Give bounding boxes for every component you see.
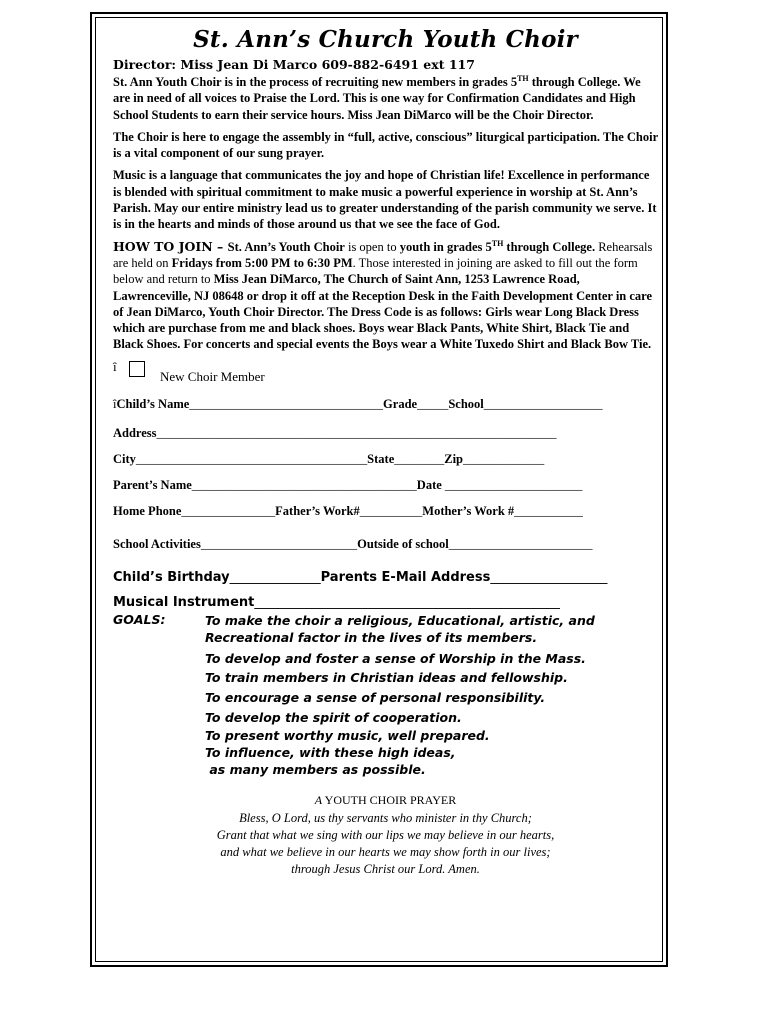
goal-item: To present worthy music, well prepared.	[205, 728, 490, 744]
goal-item: To make the choir a religious, Educational, artistic, and	[205, 612, 595, 628]
school-label: School	[448, 396, 484, 411]
state-label: State	[367, 451, 395, 466]
school-activities-label: School Activities	[113, 536, 201, 551]
parents-name-field[interactable]: ____________________________________	[191, 477, 417, 492]
school-activities-field[interactable]: _________________________	[200, 536, 358, 551]
grade-field[interactable]: _____	[417, 396, 449, 411]
goals-section	[113, 612, 658, 778]
child-name-row: îChild’s Name_______________________________Grade_____School___________________	[113, 396, 603, 411]
zip-label: Zip	[444, 451, 464, 466]
birthday-row	[113, 570, 658, 586]
goal-item: To encourage a sense of personal responsibility.	[205, 689, 546, 705]
grade-label: Grade	[383, 396, 418, 411]
outside-school-field[interactable]: _______________________	[448, 536, 593, 551]
address-field[interactable]: ________________________________________________________________	[156, 425, 557, 440]
musical-instrument-field[interactable]: _______________________________________________	[254, 594, 560, 610]
fathers-work-field[interactable]: __________	[359, 503, 423, 518]
how-to-join-label: HOW TO JOIN –	[113, 238, 228, 254]
mothers-work-label: Mother’s Work #	[422, 503, 515, 518]
address-label: Address	[113, 425, 157, 440]
goal-item: Recreational factor in the lives of its members.	[205, 629, 538, 645]
prayer-line: through Jesus Christ our Lord. Amen.	[291, 862, 480, 877]
flyer-content	[113, 26, 658, 878]
goal-item: To train members in Christian ideas and fellowship.	[205, 670, 568, 686]
musical-instrument-label: Musical Instrument	[113, 594, 255, 610]
home-phone-label: Home Phone	[113, 503, 182, 518]
child-name-field[interactable]: _______________________________	[189, 396, 384, 411]
school-field[interactable]: ___________________	[483, 396, 603, 411]
goal-item: To develop and foster a sense of Worship in the Mass.	[205, 650, 586, 666]
how-to-join-paragraph: HOW TO JOIN – St. Ann’s Youth Choir is open to youth in grades 5TH through College. Rehearsals are held on Fridays from 5:00 PM to 6:30 PM. Those interested in joining are asked to fill out the form below and return to Miss Jean DiMarco, The Church of Saint Ann, 1253 Lawrence Road, Lawrenceville, NJ 08648 or drop it off at the Reception Desk in the Faith Development Center in care of Jean DiMarco, Youth Choir Director. The Dress Code is as follows: Girls wear Long Black Dress which are purchase from me and black shoes. Boys wear Black Pants, White Shirt, Black Tie and Black Shoes. For concerts and special events the Boys wear a White Tuxedo Shirt and Black Bow Tie.	[113, 238, 653, 352]
youth-choir-prayer	[113, 792, 658, 878]
new-member-row	[113, 359, 658, 389]
goals-label: GOALS:	[113, 611, 166, 627]
city-label: City	[113, 451, 136, 466]
prayer-line: Grant that what we sing with our lips we may believe in our hearts,	[216, 828, 555, 843]
date-label: Date	[416, 477, 445, 492]
date-field[interactable]: ______________________	[444, 477, 583, 492]
intro-paragraph-3: Music is a language that communicates the joy and hope of Christian life! Excellence in performance is blended with spiritual commitment to make music a powerful experience in worship at St. Ann’s Parish. May our entire ministry lead us to greater understanding of the parish community we serve. It is in the hearts and minds of those around us that we see the face of God.	[113, 168, 657, 232]
prayer-line: and what we believe in our hearts we may show forth in our lives;	[220, 845, 551, 860]
child-name-label: Child’s Name	[116, 396, 190, 411]
page-title: St. Ann’s Church Youth Choir	[193, 26, 578, 53]
zip-field[interactable]: _____________	[463, 451, 545, 466]
goals-list	[205, 612, 595, 778]
fathers-work-label: Father’s Work#	[275, 503, 360, 518]
activities-row	[113, 536, 658, 552]
parents-name-row	[113, 477, 658, 493]
instrument-row	[113, 595, 658, 611]
childs-birthday-label: Child’s Birthday	[113, 569, 230, 585]
parents-email-label: Parents E-Mail Address	[320, 569, 491, 585]
address-row	[113, 425, 658, 441]
parents-name-label: Parent’s Name	[113, 477, 192, 492]
new-member-label: New Choir Member	[160, 368, 265, 384]
phone-row	[113, 503, 658, 519]
home-phone-field[interactable]: _______________	[181, 503, 276, 518]
goal-item: as many members as possible.	[205, 761, 426, 777]
childs-birthday-field[interactable]: ______________	[229, 569, 321, 585]
mothers-work-field[interactable]: ___________	[514, 503, 583, 518]
intro-paragraph-2: The Choir is here to engage the assembly in “full, active, conscious” liturgical participation. The Choir is a vital component of our sung prayer.	[113, 129, 658, 161]
goal-item: To develop the spirit of cooperation.	[205, 709, 462, 725]
prayer-line: Bless, O Lord, us thy servants who minister in thy Church;	[239, 811, 532, 826]
bullet-mark: î	[113, 358, 117, 374]
new-member-checkbox[interactable]	[129, 361, 145, 377]
parents-email-field[interactable]: __________________	[490, 569, 608, 585]
state-field[interactable]: ________	[394, 451, 445, 466]
goal-item: To influence, with these high ideas,	[205, 745, 456, 761]
intro-paragraph-1: St. Ann Youth Choir is in the process of recruiting new members in grades 5TH through College. We are in need of all voices to Praise the Lord. This is one way for Confirmation Candidates and High School Students to earn their service hours. Miss Jean DiMarco will be the Choir Director.	[113, 73, 641, 122]
outside-school-label: Outside of school	[357, 536, 449, 551]
director-line: Director: Miss Jean Di Marco 609-882-6491 ext 117	[113, 57, 475, 72]
city-field[interactable]: _____________________________________	[135, 451, 368, 466]
city-row	[113, 451, 658, 467]
prayer-title: A YOUTH CHOIR PRAYER	[314, 793, 457, 808]
